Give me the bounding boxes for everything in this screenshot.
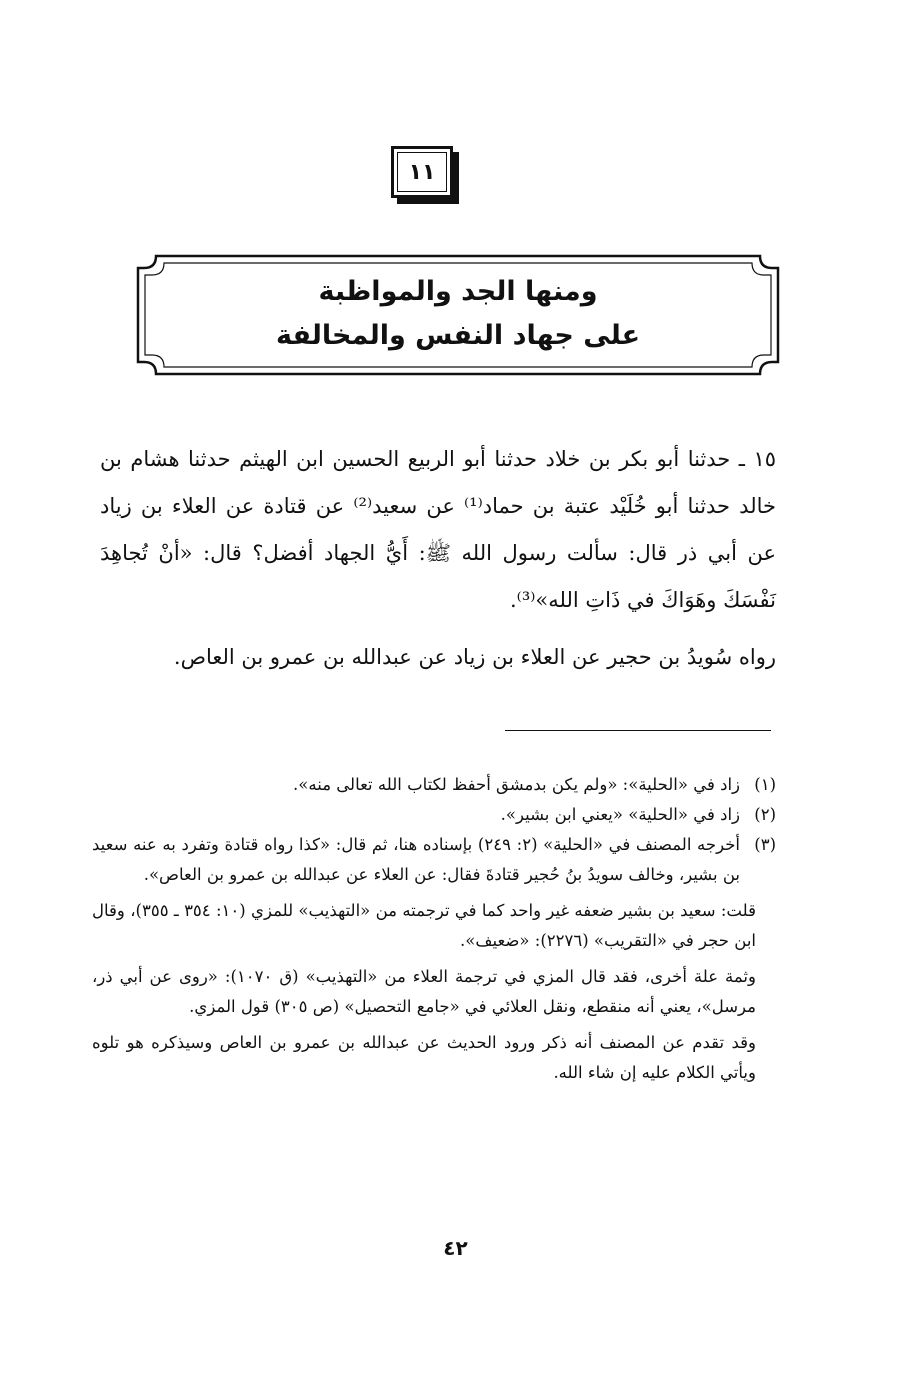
footnote-number: (٢) <box>754 805 776 824</box>
page-number: ٤٢ <box>443 1236 468 1260</box>
chapter-title <box>168 270 748 358</box>
chapter-number-box <box>391 146 459 204</box>
footnote-3 <box>92 830 776 890</box>
footnote-divider <box>505 730 771 731</box>
title-line-2: على جهاد النفس والمخالفة <box>275 320 641 351</box>
footnote-text: زاد في «الحلية»: «ولم يكن بدمشق أحفظ لكتاب الله تعالى منه». <box>293 775 740 794</box>
footnote-3-paragraph-3: وثمة علة أخرى، فقد قال المزي في ترجمة العلاء من «التهذيب» (ق ١٠٧٠): «روى عن أبي ذر، مرسل»، يعني أنه منقطع، ونقل العلائي في «جامع التحصيل» (ص ٣٠٥) قول المزي. <box>92 967 756 1016</box>
narration-paragraph: رواه سُويدُ بن حجير عن العلاء بن زياد عن عبدالله بن عمرو بن العاص. <box>173 645 776 669</box>
footnotes <box>92 770 776 1088</box>
main-text <box>100 436 776 681</box>
footnote-text: زاد في «الحلية» «يعني ابن بشير». <box>500 805 740 824</box>
footnote-1 <box>92 770 776 800</box>
footnote-3-paragraph-2: قلت: سعيد بن بشير ضعفه غير واحد كما في ترجمته من «التهذيب» للمزي (١٠: ٣٥٤ ـ ٣٥٥)، وقال ابن حجر في «التقريب» (٢٢٧٦): «ضعيف». <box>92 901 756 950</box>
footnote-text: أخرجه المصنف في «الحلية» (٢: ٢٤٩) بإسناده هنا، ثم قال: «كذا رواه قتادة وتفرد به عنه سعيد بن بشير، وخالف سويدُ بنُ حُجير قتادةَ فقال: عن العلاء عن عبدالله بن عمرو بن العاص». <box>92 835 740 884</box>
footnote-number: (٣) <box>754 835 776 854</box>
footnote-2 <box>92 800 776 830</box>
title-line-1: ومنها الجد والمواظبة <box>318 276 598 307</box>
title-frame <box>128 246 788 384</box>
chapter-number: ١١ <box>397 152 447 192</box>
footnote-number: (١) <box>754 775 776 794</box>
footnote-3-paragraph-4: وقد تقدم عن المصنف أنه ذكر ورود الحديث عن عبدالله بن عمرو بن العاص وسيذكره هو تلوه ويأتي الكلام عليه إن شاء الله. <box>92 1033 756 1082</box>
hadith-paragraph: ١٥ ـ حدثنا أبو بكر بن خلاد حدثنا أبو الربيع الحسين ابن الهيثم حدثنا هشام بن خالد حدثنا أبو خُلَيْد عتبة بن حماد⁽¹⁾ عن سعيد⁽²⁾ عن قتادة عن العلاء بن زياد عن أبي ذر قال: سألت رسول الله ﷺ: أَيُّ الجهاد أفضل؟ قال: «أنْ تُجاهِدَ نَفْسَكَ وهَوَاكَ في ذَاتِ الله»⁽³⁾. <box>100 447 776 612</box>
